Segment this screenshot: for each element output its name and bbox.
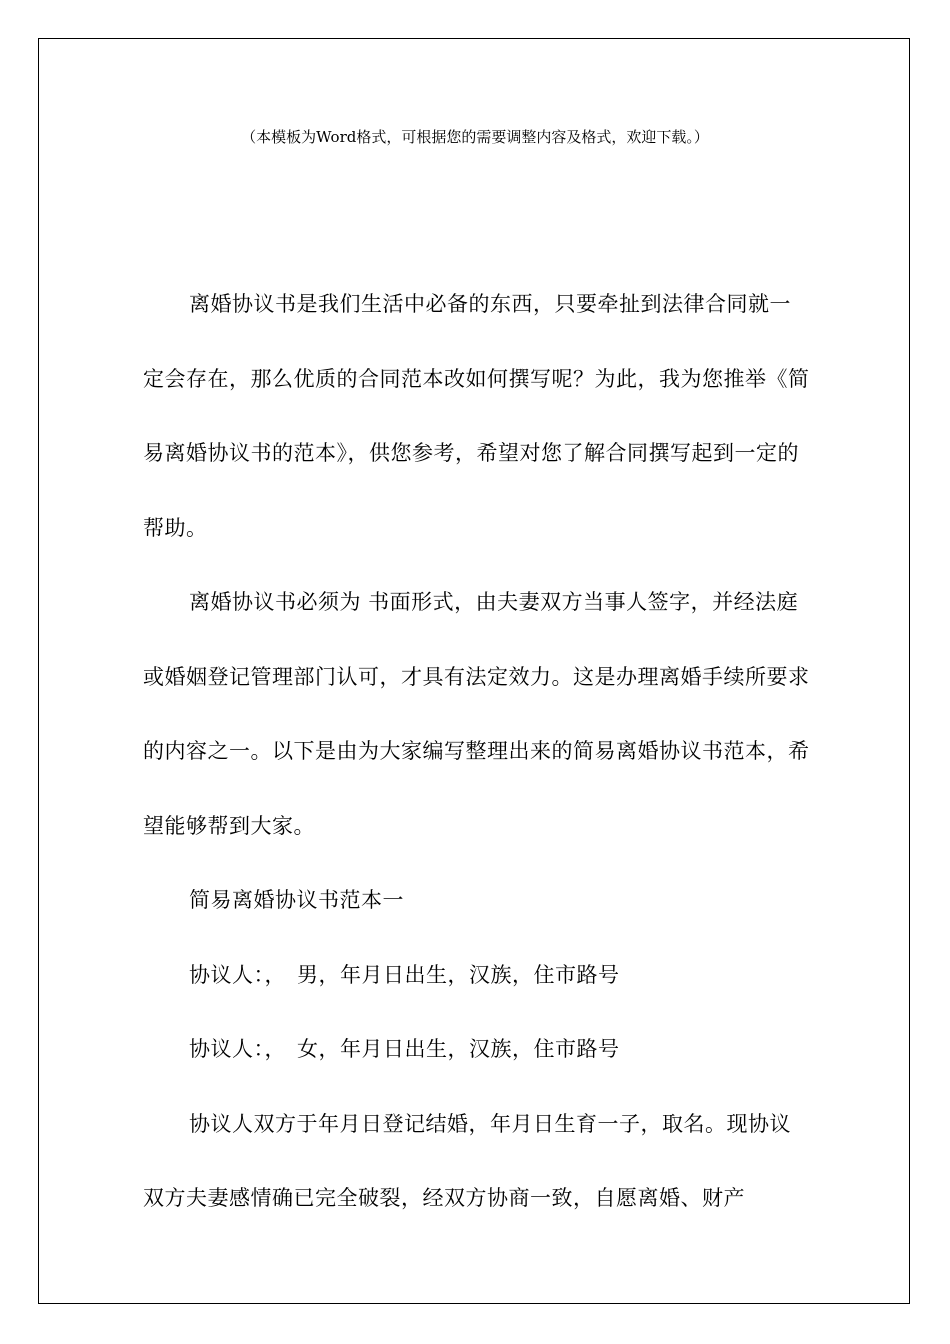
party-male: 协议人：， 男，年月日出生，汉族，住市路号 bbox=[189, 962, 620, 987]
requirement-paragraph: 离婚协议书必须为 书面形式，由夫妻双方当事人签字，并经法庭或婚姻登记管理部门认可，才具有法定效力。这是办理离婚手续所要求的内容之一。以下是由为大家编写整理出来的简易离婚协议书范本，希望能够帮到大家。 bbox=[143, 590, 810, 838]
template-note: （本模板为Word格式，可根据您的需要调整内容及格式，欢迎下载。） bbox=[241, 128, 709, 146]
document-body bbox=[143, 267, 811, 1236]
agreement-paragraph: 协议人双方于年月日登记结婚，年月日生育一子，取名。现协议双方夫妻感情确已完全破裂，经双方协商一致，自愿离婚、财产 bbox=[143, 1111, 791, 1210]
intro-paragraph: 离婚协议书是我们生活中必备的东西，只要牵扯到法律合同就一定会存在，那么优质的合同范本改如何撰写呢？为此，我为您推举《简易离婚协议书的范本》，供您参考，希望对您了解合同撰写起到一定的帮助。 bbox=[143, 292, 810, 540]
party-female: 协议人：， 女，年月日出生，汉族，住市路号 bbox=[189, 1037, 620, 1061]
sample-title: 简易离婚协议书范本一 bbox=[189, 888, 404, 912]
